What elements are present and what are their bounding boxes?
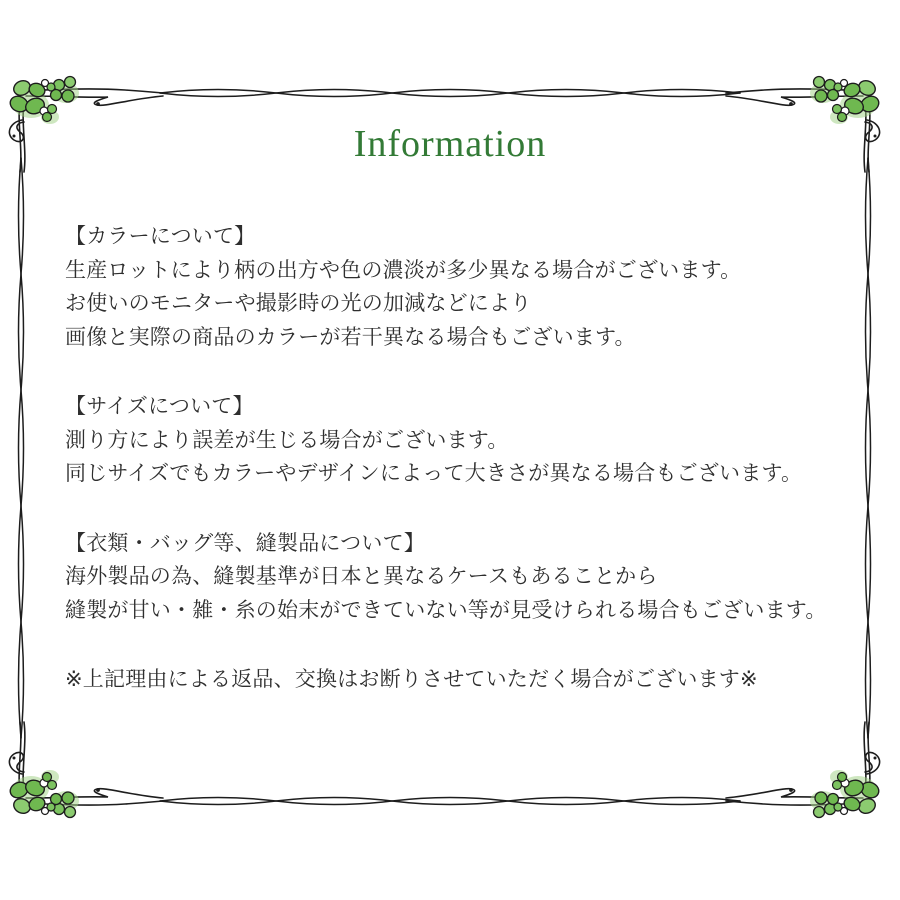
section-sewing-line: 海外製品の為、縫製基準が日本と異なるケースもあることから [65,565,658,588]
section-sewing-line: 縫製が甘い・雑・糸の始末ができていない等が見受けられる場合もございます。 [65,598,827,622]
section-size-line: 測り方により誤差が生じる場合がございます。 [65,428,509,452]
section-color-line: 生産ロットにより柄の出方や色の濃淡が多少異なる場合がございます。 [65,258,742,282]
section-size-line: 同じサイズでもカラーやデザインによって大きさが異なる場合もございます。 [65,462,803,485]
section-sewing-heading: 【衣類・バッグ等、縫製品について】 [65,531,425,555]
info-content [65,220,835,697]
section-color-line: 画像と実際の商品のカラーが若干異なる場合もございます。 [65,325,636,349]
section-color-heading: 【カラーについて】 [65,225,256,248]
section-size-heading: 【サイズについて】 [65,395,254,418]
return-policy-note: ※上記理由による返品、交換はお断りさせていただく場合がございます※ [65,668,758,691]
section-sewing [65,527,835,628]
section-color [65,220,835,354]
section-size [65,390,835,491]
page-title: Information [353,123,547,165]
section-color-line: お使いのモニターや撮影時の光の加減などにより [65,292,532,315]
